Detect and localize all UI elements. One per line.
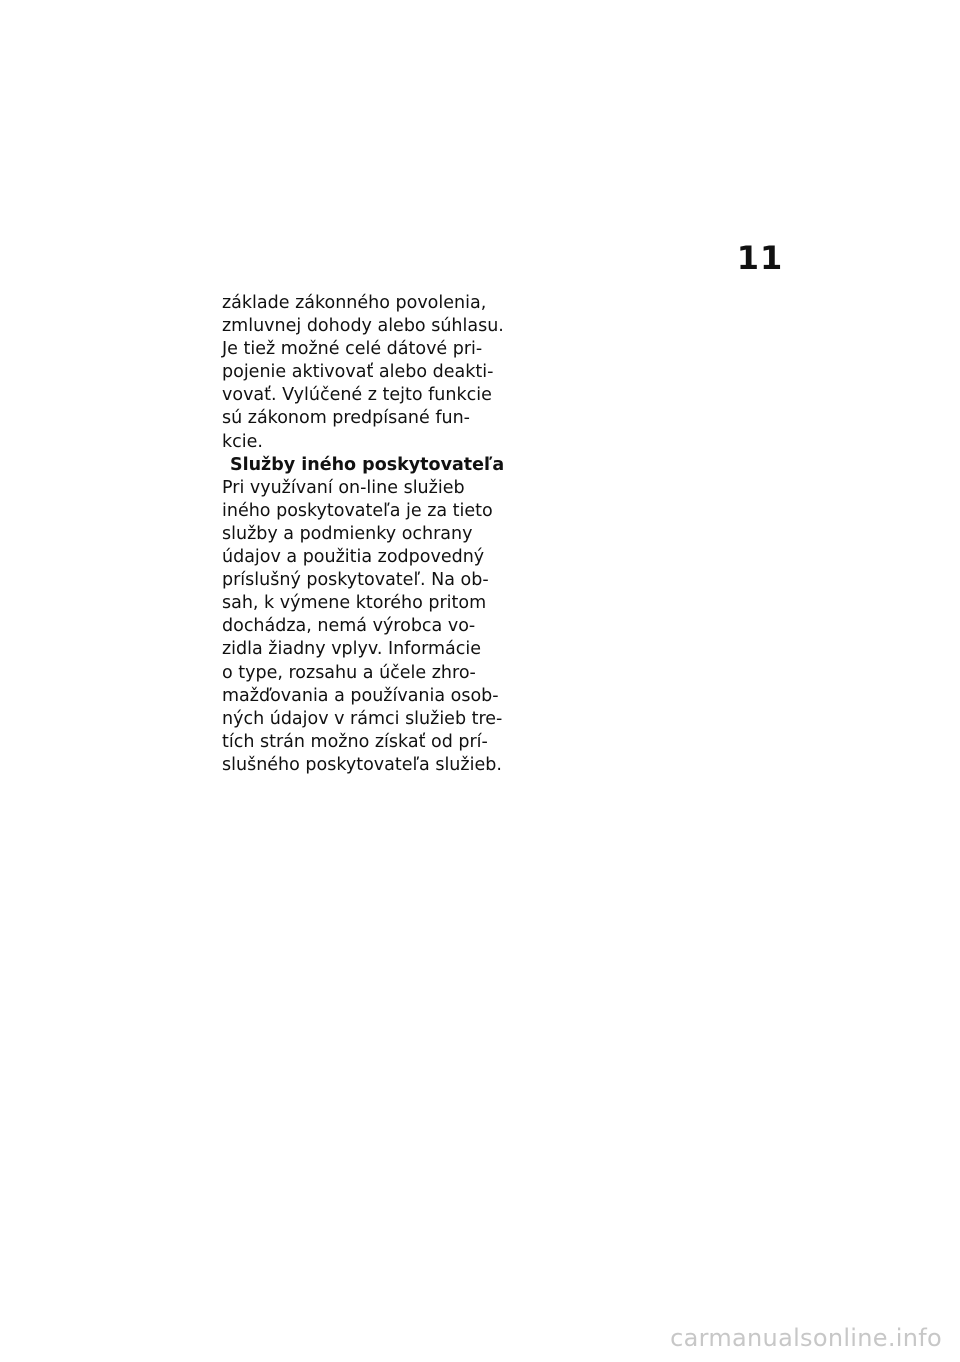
body-line: Je tiež možné celé dátové pri‐ — [222, 339, 483, 360]
section-line: dochádza, nemá výrobca vo‐ — [222, 616, 476, 637]
section-line: Pri využívaní on-line služieb — [222, 477, 465, 498]
section-line: iného poskytovateľa je za tieto — [222, 500, 493, 521]
section-line: ných údajov v rámci služieb tre‐ — [222, 708, 503, 729]
body-line: zmluvnej dohody alebo súhlasu. — [222, 316, 504, 337]
section-line: služby a podmienky ochrany — [222, 523, 473, 544]
section-line: údajov a použitia zodpovedný — [222, 547, 485, 568]
section-line: príslušný poskytovateľ. Na ob‐ — [222, 570, 489, 591]
body-line: kcie. — [222, 431, 263, 452]
page-number: 11 — [736, 239, 784, 277]
body-line: vovať. Vylúčené z tejto funkcie — [222, 385, 492, 406]
body-line: sú zákonom predpísané fun‐ — [222, 408, 470, 429]
section-line: tích strán možno získať od prí‐ — [222, 731, 488, 752]
body-line: pojenie aktivovať alebo deakti‐ — [222, 362, 494, 383]
section-line: sah, k výmene ktorého pritom — [222, 593, 487, 614]
section-line: o type, rozsahu a účele zhro‐ — [222, 662, 476, 683]
watermark: carmanualsonline.info — [670, 1324, 942, 1352]
section-line: mažďovania a používania osob‐ — [222, 685, 499, 706]
section-line: slušného poskytovateľa služieb. — [222, 754, 502, 775]
section-line: zidla žiadny vplyv. Informácie — [222, 639, 482, 660]
text-column — [222, 292, 512, 777]
section-heading: Služby iného poskytovateľa — [230, 454, 505, 475]
body-line: základe zákonného povolenia, — [222, 293, 487, 313]
